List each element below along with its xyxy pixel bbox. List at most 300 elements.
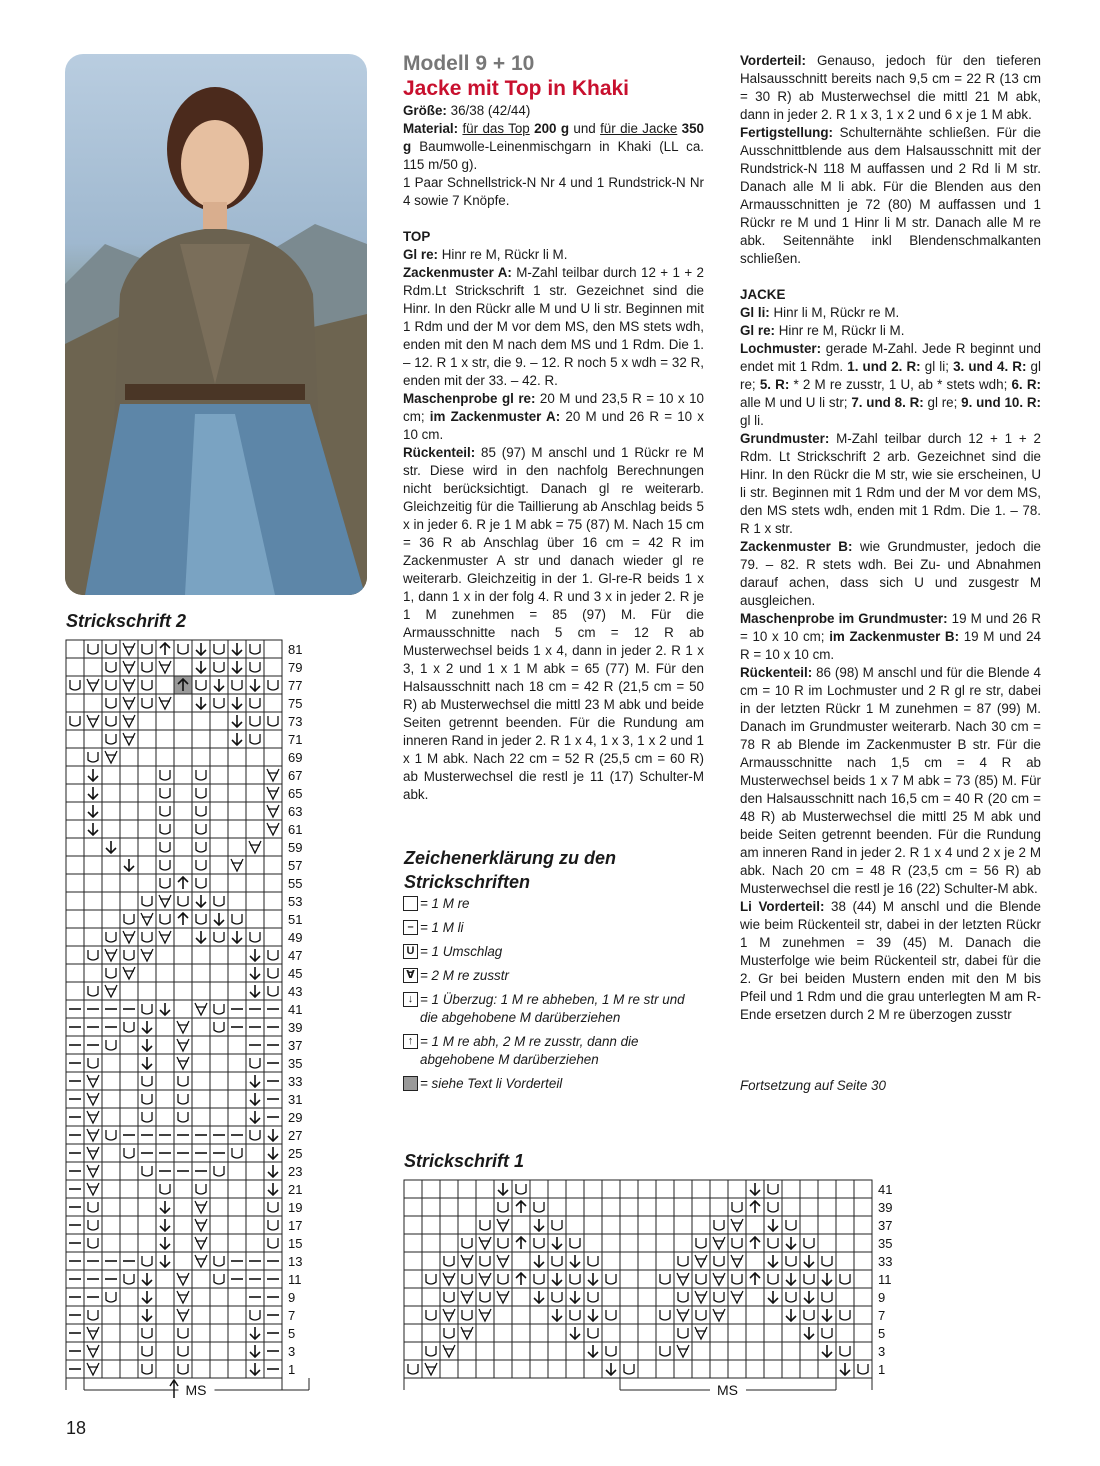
chart-cell (782, 1288, 800, 1306)
row-number-label: 7 (288, 1308, 296, 1323)
chart-cell (246, 1126, 264, 1144)
chart-cell (174, 802, 192, 820)
chart-cell (174, 658, 192, 676)
chart-cell (210, 1018, 228, 1036)
chart-cell (228, 1162, 246, 1180)
chart-cell (228, 1288, 246, 1306)
chart-cell (620, 1198, 638, 1216)
chart-cell (120, 1018, 138, 1036)
chart-cell (174, 838, 192, 856)
chart-cell (210, 1162, 228, 1180)
chart-cell (120, 1144, 138, 1162)
chart-cell (404, 1324, 422, 1342)
paragraph (740, 124, 1041, 268)
text-segment: für die Jacke (600, 121, 678, 136)
chart-cell (264, 928, 282, 946)
chart-cell (102, 1180, 120, 1198)
chart-cell (638, 1234, 656, 1252)
paragraph (740, 538, 1041, 610)
chart-cell (530, 1342, 548, 1360)
bold-text: Rückenteil: (740, 665, 813, 680)
chart-cell (422, 1306, 440, 1324)
chart-cell (138, 802, 156, 820)
bold-text: Gl re: (740, 323, 775, 338)
chart-cell (602, 1234, 620, 1252)
chart-cell (192, 676, 210, 694)
chart-cell (692, 1216, 710, 1234)
chart-cell (854, 1252, 872, 1270)
page-number: 18 (66, 1418, 87, 1438)
chart-cell (638, 1216, 656, 1234)
chart-cell (422, 1198, 440, 1216)
row-number-label: 3 (288, 1344, 296, 1359)
chart-cell (602, 1306, 620, 1324)
text-segment: 38 (44) M anschl und die Blende wie beim Rückenteil str, dabei in der letzten Rückr 1 M zunehmen = 39 (45) M. Danach die Musterfolge wie beim Rückenteil str, dabei für die 2. Gr bei beiden Mustern enden mit den M bis Pfeil und 1 Rdm und die grau unterlegten M am R-Ende ersetzen durch 2 M re überzogen zusstr (740, 899, 1041, 1022)
chart-cell (210, 928, 228, 946)
chart-cell (422, 1180, 440, 1198)
paragraph (403, 444, 704, 804)
row-number-label: 11 (288, 1272, 302, 1287)
chart-cell (710, 1198, 728, 1216)
text-segment: gl li. (740, 413, 764, 428)
text-segment: Schulternähte schließen. Für die Ausschnittblende aus dem Halsausschnitt mit der Rundstrick-N 118 M auffassen und 2 Rd li M str. Danach alle M li abk. Für die Blenden aus den Armausschnitten je 72 (80) M auffassen und 1 Rückr re M und 1 Hinr li M str. Danach alle M re abk. Seitennähte inkl Blendenschmalkanten schließen. (740, 125, 1041, 266)
legend-symbol-empty-icon (403, 896, 418, 911)
chart-cell (102, 1234, 120, 1252)
chart-cell (404, 1288, 422, 1306)
chart1-title: Strickschrift 1 (404, 1151, 525, 1171)
chart-cell (728, 1198, 746, 1216)
chart-cell (174, 1000, 192, 1018)
chart-cell (836, 1342, 854, 1360)
text-segment: 19 M und 26 R = 10 x 10 cm; (740, 611, 1042, 644)
chart-cell (584, 1324, 602, 1342)
chart-cell (156, 1018, 174, 1036)
legend-symbol-up-icon: ↑ (403, 1034, 418, 1049)
chart-cell (228, 784, 246, 802)
bold-text: Maschenprobe im Grundmuster: (740, 611, 948, 626)
chart-cell (138, 1360, 156, 1378)
row-number-label: 65 (288, 786, 303, 801)
row-number-label: 13 (288, 1254, 303, 1269)
paragraph (740, 664, 1041, 898)
chart-cell (138, 784, 156, 802)
row-number-label: 27 (288, 1128, 303, 1143)
model-number: Modell 9 + 10 (403, 52, 535, 75)
chart-cell (530, 1324, 548, 1342)
row-number-label: 11 (878, 1272, 892, 1287)
chart-cell (264, 946, 282, 964)
column-right (740, 52, 1041, 1024)
chart-cell (620, 1270, 638, 1288)
chart-cell (138, 1180, 156, 1198)
text-segment: Baumwolle-Leinenmischgarn in Khaki (LL ca. 115 m/50 g). (403, 139, 704, 172)
chart-cell (476, 1324, 494, 1342)
chart-cell (192, 1180, 210, 1198)
chart-cell (674, 1216, 692, 1234)
chart-cell (120, 1054, 138, 1072)
row-number-label: 73 (288, 714, 303, 729)
chart-cell (192, 982, 210, 1000)
chart-cell (120, 946, 138, 964)
chart-cell (84, 1306, 102, 1324)
chart-cell (728, 1270, 746, 1288)
chart-cell (800, 1306, 818, 1324)
chart-cell (120, 1216, 138, 1234)
legend-symbol-U-icon: U (403, 944, 418, 959)
row-number-label: 1 (878, 1362, 886, 1377)
chart-cell (102, 1036, 120, 1054)
bold-text: 3. und 4. R: (953, 359, 1027, 374)
text-segment: 1 Paar Schnellstrick-N Nr 4 und 1 Rundstrick-N Nr 4 sowie 7 Knöpfe. (403, 175, 704, 208)
bold-text: Vorderteil: (740, 53, 806, 68)
chart-cell (476, 1342, 494, 1360)
chart-cell (156, 856, 174, 874)
chart-cell (566, 1342, 584, 1360)
chart-cell (228, 1036, 246, 1054)
chart-cell (246, 730, 264, 748)
chart2-grid (60, 636, 340, 1408)
chart-cell (476, 1198, 494, 1216)
chart-cell (692, 1234, 710, 1252)
chart-cell (66, 982, 84, 1000)
chart-cell (120, 1198, 138, 1216)
chart-cell (494, 1306, 512, 1324)
chart-cell (174, 784, 192, 802)
text-segment: * 2 M re zusstr, 1 U, ab * stets wdh; (789, 377, 1012, 392)
chart-cell (692, 1342, 710, 1360)
row-number-label: 33 (288, 1074, 303, 1089)
row-number-label: 61 (288, 822, 303, 837)
chart-cell (764, 1324, 782, 1342)
chart-cell (782, 1252, 800, 1270)
chart-cell (228, 838, 246, 856)
chart-cell (174, 820, 192, 838)
chart-cell (84, 730, 102, 748)
chart-cell (512, 1288, 530, 1306)
chart-cell (458, 1180, 476, 1198)
chart-cell (692, 1180, 710, 1198)
chart-cell (566, 1198, 584, 1216)
instructions-top (403, 102, 704, 804)
chart-cell (102, 784, 120, 802)
chart-cell (66, 748, 84, 766)
chart-cell (476, 1360, 494, 1378)
legend-symbol-V-icon: ∀ (403, 968, 418, 983)
chart-cell (746, 1360, 764, 1378)
legend-item (403, 1033, 703, 1069)
chart-cell (530, 1234, 548, 1252)
chart-cell (120, 1162, 138, 1180)
chart-cell (854, 1216, 872, 1234)
chart-cell (156, 1108, 174, 1126)
chart-cell (66, 838, 84, 856)
chart-cell (264, 640, 282, 658)
text-segment: wie Grundmuster, jedoch die 79. – 82. R stets wdh. Bei Zu- und Abnahmen darauf achen, dass sich U und zusgestr M ausgleichen. (740, 539, 1041, 608)
bold-text: Rückenteil: (403, 445, 476, 460)
chart-cell (138, 1162, 156, 1180)
text-segment: gl li; (920, 359, 954, 374)
chart-cell (174, 1342, 192, 1360)
chart-cell (66, 658, 84, 676)
chart-cell (656, 1342, 674, 1360)
chart-cell (404, 1180, 422, 1198)
chart-cell (138, 1000, 156, 1018)
chart-cell (102, 910, 120, 928)
chart-cell (210, 964, 228, 982)
bold-text: im Zackenmuster A: (429, 409, 561, 424)
chart-cell (800, 1198, 818, 1216)
chart-cell (210, 982, 228, 1000)
chart-cell (638, 1288, 656, 1306)
chart-cell (710, 1216, 728, 1234)
chart-cell (228, 1072, 246, 1090)
chart-cell (836, 1306, 854, 1324)
chart-cell (210, 1180, 228, 1198)
chart-cell (494, 1198, 512, 1216)
chart-cell (192, 1342, 210, 1360)
chart-cell (120, 1288, 138, 1306)
chart-cell (156, 1360, 174, 1378)
text-segment: 85 (97) M anschl und 1 Rückr re M str. Diese wird in den nachfolg Berechnungen nicht berücksichtigt. Danach gl re weiterarb. Gleichzeitig für die Taillierung ab Anschlag beids 5 x in jeder 6. R je 1 M abk = 75 (87) M. Nach 15 cm = 36 R ab Anschlag über 16 cm = 42 R im Zackenmuster A str und danach wieder gl re weiterarb. Gleichzeitig in der 1. Gl-re-R beids 1 x 1, dann 1 x in der folg 4. R und 3 x in jeder 2. R je 1 M zunehmen = 85 (97) M. Für die Armausschnitte nach 5 cm = 12 R ab Musterwechsel beids 1 x 4, dann in jeder 2. R 1 x 3, 1 x 2 und 1 x 1 M abk = 65 (77) M. Für den Halsausschnitt nach 18 cm = 42 R (21,5 cm = 50 R) ab Musterwechsel die mittl 23 M abk und beide Seiten getrennt beenden. Für die Rundung am inneren Rand in jeder 2. R 1 x 4, 1 x 3, 1 x 2 und 1 x 1 M abk. Nach 22 cm = 52 R (25,5 cm = 60 R) ab Musterwechsel die restl je 11 (17) Schulter-M abk. (403, 445, 704, 802)
chart-cell (84, 856, 102, 874)
chart-cell (66, 910, 84, 928)
chart-cell (458, 1270, 476, 1288)
chart-cell (156, 964, 174, 982)
chart-cell (228, 946, 246, 964)
text-segment: 86 (98) M anschl und für die Blende 4 cm = 10 R im Lochmuster und 2 R gl re str, dabei in der letzten Rückr 1 M zunehmen = 87 (99) M. Danach im Grundmuster weiterarb. Nach 30 cm = 78 R ab Blende im Zackenmuster B str. Für die Armausschnitte nach 1,5 cm = 4 R ab Musterwechsel beids 1 x 7 M abk = 73 (85) M. Für den Halsausschnitt nach 16,5 cm = 40 R (20 cm = 48 R) ab Musterwechsel die mittl 25 M abk und beide Seiten getrennt beenden. Für die Rundung am inneren Rand in jeder 2. R 1 x 4 und 2 x je 2 M abk. Nach 20 cm = 48 R (23,5 cm = 56 R) ab Musterwechsel die restl je 16 (22) Schulter-M abk. (740, 665, 1041, 896)
chart-cell (120, 838, 138, 856)
chart-cell (246, 820, 264, 838)
chart-cell (84, 946, 102, 964)
legend-text: = 1 Umschlag (420, 944, 503, 959)
chart-cell (638, 1324, 656, 1342)
chart-cell (66, 694, 84, 712)
chart-cell (156, 1072, 174, 1090)
chart-cell (120, 874, 138, 892)
chart-cell (156, 946, 174, 964)
chart-cell (138, 712, 156, 730)
chart-cell (228, 1342, 246, 1360)
chart-cell (854, 1288, 872, 1306)
chart-cell (210, 784, 228, 802)
chart-cell (458, 1342, 476, 1360)
chart-cell (156, 838, 174, 856)
chart-cell (156, 1090, 174, 1108)
chart-cell (782, 1360, 800, 1378)
chart-cell (174, 748, 192, 766)
chart-cell (674, 1234, 692, 1252)
chart-cell (620, 1306, 638, 1324)
chart-cell (494, 1342, 512, 1360)
chart-cell (692, 1360, 710, 1378)
chart-cell (764, 1360, 782, 1378)
chart-cell (512, 1360, 530, 1378)
chart-cell (210, 766, 228, 784)
chart-cell (746, 1342, 764, 1360)
chart-cell (818, 1198, 836, 1216)
chart-cell (156, 766, 174, 784)
text-segment: 36/38 (42/44) (446, 103, 531, 118)
chart-cell (192, 838, 210, 856)
chart-cell (156, 676, 174, 694)
chart-cell (84, 892, 102, 910)
paragraph (740, 52, 1041, 124)
row-number-label: 59 (288, 840, 303, 855)
chart-cell (102, 1162, 120, 1180)
chart-cell (710, 1360, 728, 1378)
chart-cell (422, 1252, 440, 1270)
chart-cell (84, 1054, 102, 1072)
chart-cell (84, 658, 102, 676)
chart-cell (120, 1360, 138, 1378)
chart-cell (746, 1324, 764, 1342)
text-segment: Hinr li M, Rückr re M. (769, 305, 900, 320)
chart-cell (84, 748, 102, 766)
chart-cell (192, 1036, 210, 1054)
text-segment: M-Zahl teilbar durch 12 + 1 + 2 Rdm. Lt Strickschrift 2 arb. Gezeichnet sind die Hinr. In den Rückr die M str, wie sie erscheinen, U li str. Beginnen mit 1 Rdm und der M vor dem MS, den MS stets wdh, enden mit 1 Rdm. Die 1. – 78. R 1 x str. (740, 431, 1041, 536)
photo-illustration (65, 54, 367, 595)
chart-cell (440, 1360, 458, 1378)
chart-cell (156, 1324, 174, 1342)
chart-cell (138, 766, 156, 784)
chart-cell (422, 1342, 440, 1360)
legend-item (403, 991, 703, 1027)
chart-cell (818, 1216, 836, 1234)
chart-cell (66, 676, 84, 694)
chart-cell (264, 658, 282, 676)
chart-cell (710, 1342, 728, 1360)
chart-cell (192, 1090, 210, 1108)
chart-cell (246, 1306, 264, 1324)
chart-cell (854, 1324, 872, 1342)
chart-cell (264, 892, 282, 910)
chart-cell (602, 1324, 620, 1342)
chart-cell (548, 1216, 566, 1234)
row-number-label: 81 (288, 642, 303, 657)
chart-cell (228, 1108, 246, 1126)
chart-cell (264, 874, 282, 892)
chart-cell (120, 910, 138, 928)
chart-cell (404, 1234, 422, 1252)
chart-cell (174, 892, 192, 910)
chart-cell (836, 1252, 854, 1270)
bold-text: Gl re: (403, 247, 438, 262)
chart-cell (674, 1324, 692, 1342)
chart-cell (602, 1288, 620, 1306)
chart-cell (102, 766, 120, 784)
chart-cell (728, 1306, 746, 1324)
arrow-up-icon (170, 1380, 178, 1398)
chart-cell (210, 856, 228, 874)
chart-cell (102, 928, 120, 946)
chart-cell (192, 1324, 210, 1342)
chart-cell (102, 1090, 120, 1108)
chart-cell (854, 1342, 872, 1360)
chart-cell (836, 1216, 854, 1234)
chart-cell (404, 1252, 422, 1270)
chart-cell (422, 1234, 440, 1252)
chart-cell (440, 1198, 458, 1216)
chart-cell (548, 1180, 566, 1198)
chart-cell (192, 946, 210, 964)
chart-cell (818, 1324, 836, 1342)
chart-cell (192, 1270, 210, 1288)
chart-cell (210, 1108, 228, 1126)
chart-cell (138, 1342, 156, 1360)
chart-cell (138, 838, 156, 856)
chart-cell (246, 766, 264, 784)
chart-cell (440, 1180, 458, 1198)
chart-cell (228, 1180, 246, 1198)
chart-cell (192, 856, 210, 874)
chart-cell (246, 856, 264, 874)
row-number-label: 39 (288, 1020, 303, 1035)
chart-cell (66, 784, 84, 802)
page-title: Jacke mit Top in Khaki (403, 77, 630, 100)
bold-text: Grundmuster: (740, 431, 830, 446)
chart-cell (638, 1306, 656, 1324)
chart-cell (512, 1306, 530, 1324)
chart-cell (764, 1342, 782, 1360)
chart-cell (548, 1288, 566, 1306)
chart-cell (210, 1036, 228, 1054)
column-left (403, 52, 704, 804)
chart-cell (174, 1234, 192, 1252)
legend-text: = 1 Überzug: 1 M re abheben, 1 M re str und die abgehobene M darüberziehen (420, 992, 685, 1025)
chart-cell (602, 1252, 620, 1270)
chart-cell (138, 748, 156, 766)
chart-cell (102, 892, 120, 910)
chart-cell (174, 640, 192, 658)
chart-cell (138, 1216, 156, 1234)
bold-text: JACKE (740, 287, 786, 302)
chart-cell (710, 1180, 728, 1198)
chart-cell (656, 1306, 674, 1324)
legend-title: Zeichenerklärung zu den Strickschriften (404, 848, 617, 892)
chart-cell (228, 1054, 246, 1072)
chart-cell (138, 1234, 156, 1252)
chart-cell (818, 1234, 836, 1252)
chart-cell (174, 766, 192, 784)
row-number-label: 25 (288, 1146, 303, 1161)
row-number-label: 37 (288, 1038, 303, 1053)
chart-cell (84, 982, 102, 1000)
chart-cell (264, 910, 282, 928)
chart-cell (566, 1180, 584, 1198)
chart-cell (836, 1180, 854, 1198)
chart-cell (818, 1252, 836, 1270)
chart-cell (174, 1090, 192, 1108)
chart-cell (656, 1180, 674, 1198)
chart-cell (404, 1342, 422, 1360)
bold-text: Maschenprobe gl re: (403, 391, 536, 406)
paragraph (403, 102, 704, 120)
chart-cell (120, 1306, 138, 1324)
bold-text: 9. und 10. R: (961, 395, 1041, 410)
legend-symbol-down-icon: ↓ (403, 992, 418, 1007)
chart-cell (192, 1072, 210, 1090)
chart-cell (102, 1054, 120, 1072)
chart-cell (530, 1306, 548, 1324)
chart-cell (404, 1198, 422, 1216)
continued-note: Fortsetzung auf Seite 30 (740, 1078, 886, 1093)
chart-cell (458, 1198, 476, 1216)
row-number-label: 1 (288, 1362, 296, 1377)
chart-cell (782, 1342, 800, 1360)
text-segment: Hinr re M, Rückr li M. (437, 247, 568, 262)
chart-cell (264, 712, 282, 730)
chart-cell (620, 1360, 638, 1378)
